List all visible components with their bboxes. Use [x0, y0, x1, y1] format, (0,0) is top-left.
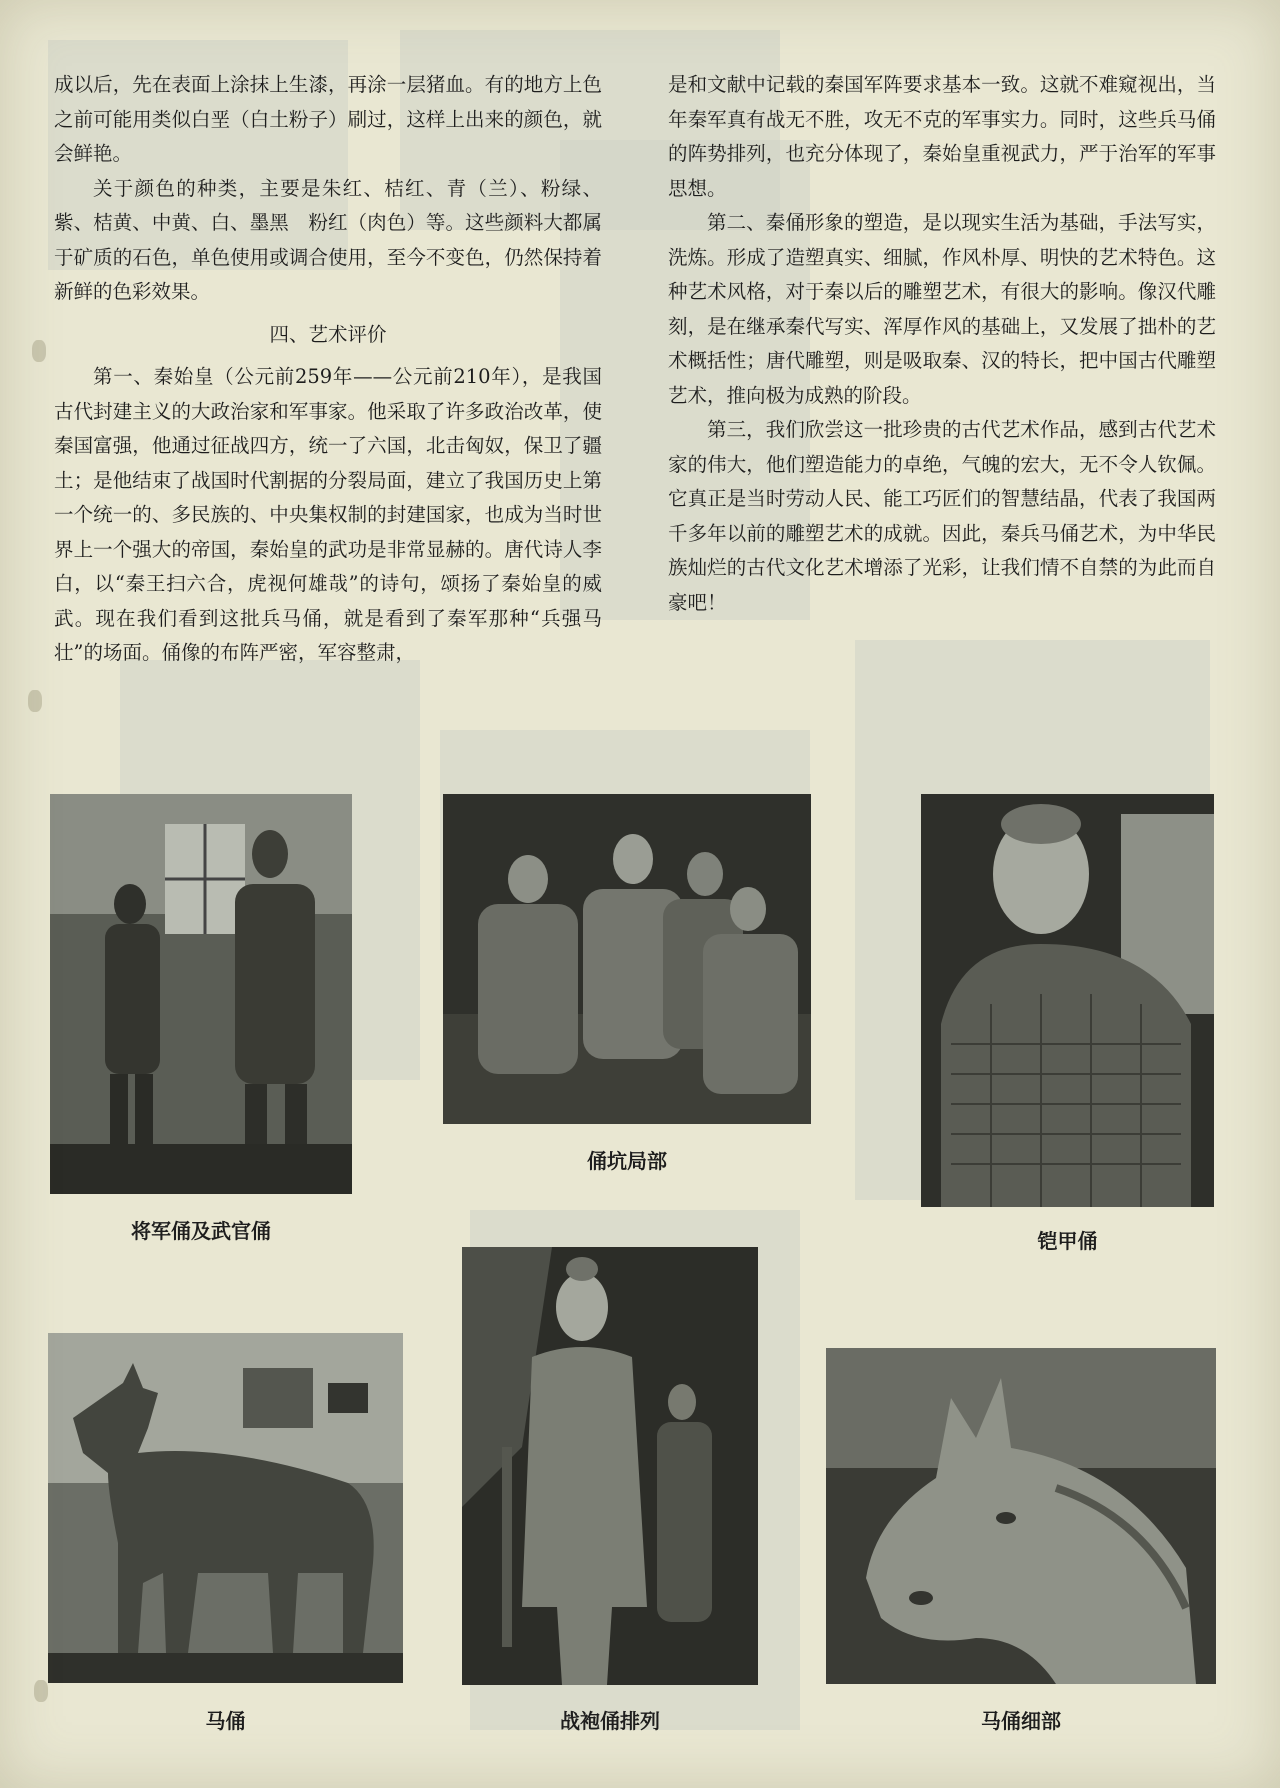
photo-caption: 马俑细部: [981, 1709, 1061, 1733]
photo-caption: 俑坑局部: [587, 1149, 667, 1173]
binding-hole: [32, 340, 46, 362]
photo-general-and-officer-figures: [50, 794, 352, 1194]
binding-hole: [34, 1680, 48, 1702]
photo-caption: 战袍俑排列: [560, 1709, 660, 1733]
article-left-column: [54, 68, 602, 671]
paragraph: 关于颜色的种类，主要是朱红、桔红、青（兰）、粉绿、紫、桔黄、中黄、白、墨黑 粉红（肉色）等。这些颜料大都属于矿质的石色，单色使用或调合使用，至今不变色，仍然保持着新鲜的色彩效果。: [54, 176, 602, 303]
photo-horse-head-detail: [826, 1348, 1216, 1684]
photo-pit-section: [443, 794, 811, 1124]
photo-armored-figure: [921, 794, 1214, 1207]
paragraph: 是和文献中记载的秦国军阵要求基本一致。这就不难窥视出，当年秦军真有战无不胜，攻无不克的军事实力。同时，这些兵马俑的阵势排列，也充分体现了，秦始皇重视武力，严于治军的军事思想。: [668, 73, 1216, 200]
article-right-column: [668, 68, 1216, 620]
binding-hole: [28, 690, 42, 712]
paragraph: 成以后，先在表面上涂抹上生漆，再涂一层猪血。有的地方上色之前可能用类似白垩（白土粉子）刷过，这样上出来的颜色，就会鲜艳。: [54, 73, 602, 165]
paragraph: 第三，我们欣尝这一批珍贵的古代艺术作品，感到古代艺术家的伟大，他们塑造能力的卓绝，气魄的宏大，无不令人钦佩。它真正是当时劳动人民、能工巧匠们的智慧结晶，代表了我国两千多年以前的雕塑艺术的成就。因此，秦兵马俑艺术，为中华民族灿烂的古代文化艺术增添了光彩，让我们情不自禁的为此而自豪吧！: [668, 418, 1216, 614]
photo-caption: 铠甲俑: [1037, 1229, 1098, 1253]
paragraph: 第一、秦始皇（公元前259年——公元前210年），是我国古代封建主义的大政治家和军事家。他采取了许多政治改革，使秦国富强，他通过征战四方，统一了六国，北击匈奴，保卫了疆土；是他结束了战国时代割据的分裂局面，建立了我国历史上第一个统一的、多民族的、中央集权制的封建国家，也成为当时世界上一个强大的帝国，秦始皇的武功是非常显赫的。唐代诗人李白，以“秦王扫六合，虎视何雄哉”的诗句，颂扬了秦始皇的威武。现在我们看到这批兵马俑，就是看到了秦军那种“兵强马壮”的场面。俑像的布阵严密，军容整肃，: [54, 365, 602, 664]
photo-robed-figures-row: [462, 1247, 758, 1685]
photo-horse-figure: [48, 1333, 403, 1683]
section-heading: 四、艺术评价: [269, 322, 387, 346]
paragraph: 第二、秦俑形象的塑造，是以现实生活为基础，手法写实，洗炼。形成了造塑真实、细腻，作风朴厚、明快的艺术特色。这种艺术风格，对于秦以后的雕塑艺术，有很大的影响。像汉代雕刻，是在继承秦代写实、浑厚作风的基础上，又发展了拙朴的艺术概括性；唐代雕塑，则是吸取秦、汉的特长，把中国古代雕塑艺术，推向极为成熟的阶段。: [668, 211, 1216, 407]
photo-caption: 将军俑及武官俑: [131, 1219, 271, 1243]
photo-caption: 马俑: [205, 1709, 246, 1733]
